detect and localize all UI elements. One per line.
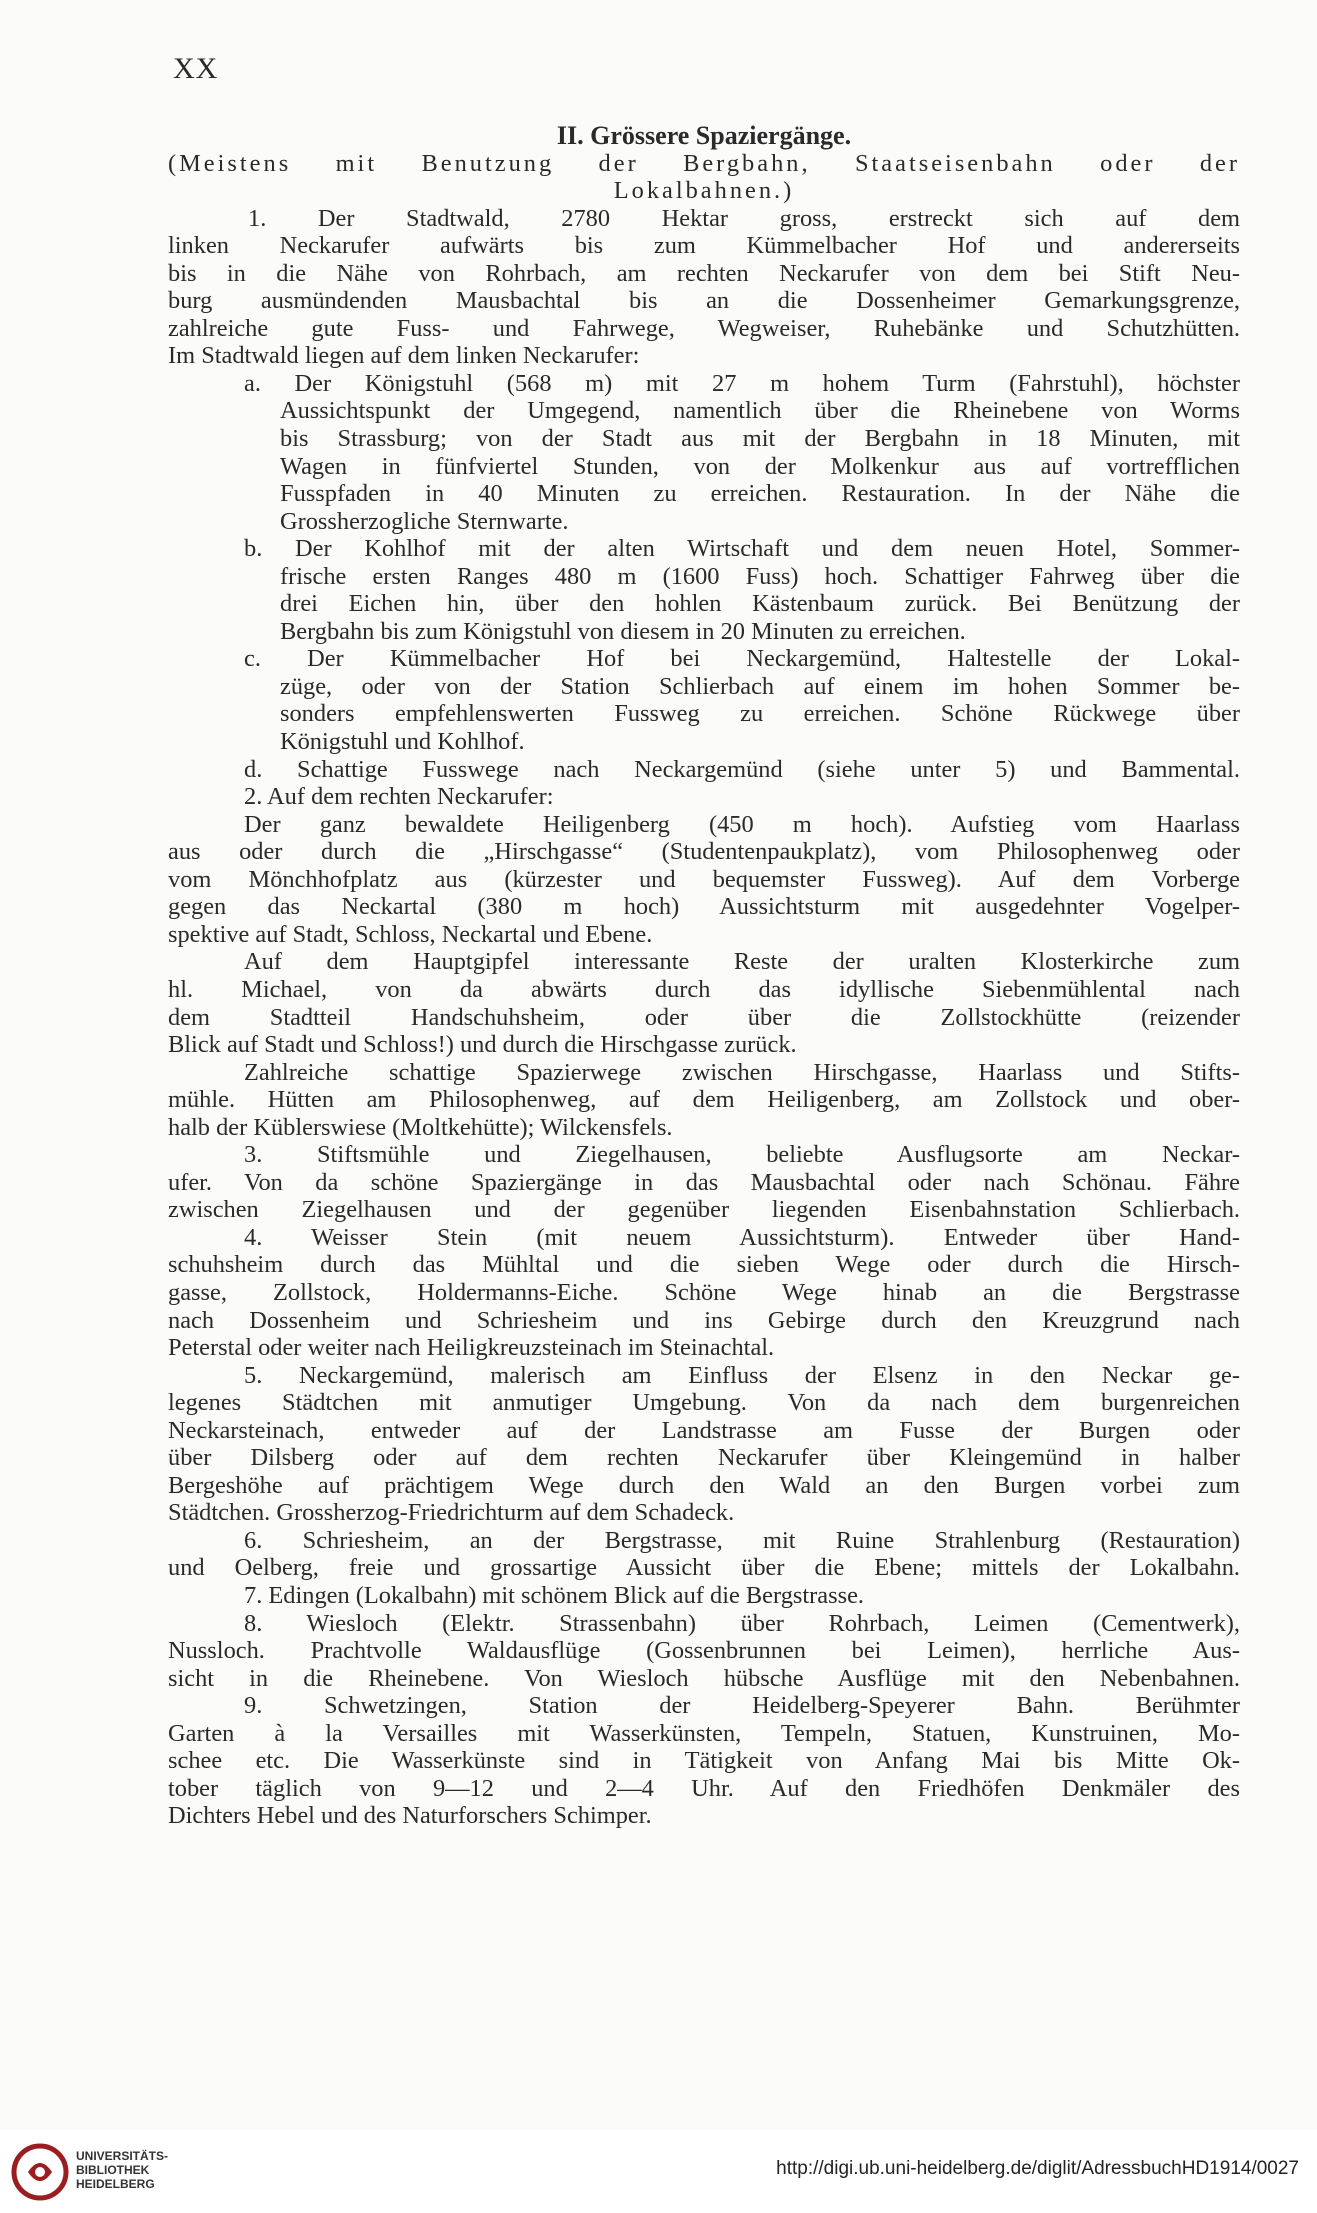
library-line-1: UNIVERSITÄTS- — [76, 2149, 169, 2163]
text-line: Nussloch. Prachtvolle Waldausflüge (Gossenbrunnen bei Leimen), herrliche Aus- — [168, 1637, 1240, 1665]
text-line: sicht in die Rheinebene. Von Wiesloch hübsche Ausflüge mit den Nebenbahnen. — [168, 1664, 1240, 1692]
text-line: Bergeshöhe auf prächtigem Wege durch den Wald an den Burgen vorbei zum — [168, 1471, 1240, 1499]
text-line: zahlreiche gute Fuss- und Fahrwege, Wegweiser, Ruhebänke und Schutzhütten. — [168, 314, 1240, 342]
source-url-link[interactable]: http://digi.ub.uni-heidelberg.de/diglit/AdressbuchHD1914/0027 — [776, 2158, 1299, 2179]
text-line: Peterstal oder weiter nach Heiligkreuzsteinach im Steinachtal. — [168, 1334, 775, 1362]
text-line: 2. Auf dem rechten Neckarufer: — [244, 783, 554, 811]
page-number: XX — [173, 52, 219, 85]
text-line: spektive auf Stadt, Schloss, Neckartal und Ebene. — [168, 920, 653, 948]
text-line: 8. Wiesloch (Elektr. Strassenbahn) über Rohrbach, Leimen (Cementwerk), — [244, 1609, 1240, 1637]
text-line: II. Grössere Spaziergänge. — [556, 121, 852, 150]
text-line: legenes Städtchen mit anmutiger Umgebung. Von da nach dem burgenreichen — [168, 1389, 1240, 1417]
text-line: vom Mönchhofplatz aus (kürzester und bequemster Fussweg). Auf dem Vorberge — [168, 865, 1240, 893]
text-line: 9. Schwetzingen, Station der Heidelberg-Speyerer Bahn. Berühmter — [244, 1692, 1240, 1720]
text-line: Dichters Hebel und des Naturforschers Schimper. — [168, 1802, 652, 1830]
text-line: Zahlreiche schattige Spazierwege zwischen Hirschgasse, Haarlass und Stifts- — [244, 1058, 1240, 1086]
text-line: züge, oder von der Station Schlierbach auf einem im hohen Sommer be- — [280, 672, 1240, 700]
text-line: Aussichtspunkt der Umgegend, namentlich über die Rheinebene von Worms — [280, 397, 1240, 425]
text-line: drei Eichen hin, über den hohlen Kästenbaum zurück. Bei Benützung der — [280, 590, 1240, 618]
text-line: Auf dem Hauptgipfel interessante Reste der uralten Klosterkirche zum — [244, 948, 1240, 976]
text-line: schuhsheim durch das Mühltal und die sieben Wege oder durch die Hirsch- — [168, 1251, 1240, 1279]
library-line-2: BIBLIOTHEK — [76, 2163, 150, 2177]
text-line: Garten à la Versailles mit Wasserkünsten, Tempeln, Statuen, Kunstruinen, Mo- — [168, 1719, 1240, 1747]
text-line: 5. Neckargemünd, malerisch am Einfluss der Elsenz in den Neckar ge- — [244, 1361, 1240, 1389]
text-line: nach Dossenheim und Schriesheim und ins Gebirge durch den Kreuzgrund nach — [168, 1306, 1240, 1334]
page-text — [168, 122, 1240, 1830]
text-line: frische ersten Ranges 480 m (1600 Fuss) hoch. Schattiger Fahrweg über die — [280, 562, 1240, 590]
text-line: mühle. Hütten am Philosophenweg, auf dem Heiligenberg, am Zollstock und ober- — [168, 1086, 1240, 1114]
text-line: gasse, Zollstock, Holdermanns-Eiche. Schöne Wege hinab an die Bergstrasse — [168, 1278, 1240, 1306]
text-line: aus oder durch die „Hirschgasse“ (Studentenpaukplatz), vom Philosophenweg oder — [168, 838, 1240, 866]
text-line: a. Der Königstuhl (568 m) mit 27 m hohem Turm (Fahrstuhl), höchster — [244, 369, 1240, 397]
text-line: Neckarsteinach, entweder auf der Landstrasse am Fusse der Burgen oder — [168, 1416, 1240, 1444]
text-line: gegen das Neckartal (380 m hoch) Aussichtsturm mit ausgedehnter Vogelper- — [168, 893, 1240, 921]
text-line: Fusspfaden in 40 Minuten zu erreichen. Restauration. In der Nähe die — [280, 480, 1240, 508]
text-line: ufer. Von da schöne Spaziergänge in das Mausbachtal oder nach Schönau. Fähre — [168, 1168, 1240, 1196]
text-line: 3. Stiftsmühle und Ziegelhausen, beliebte Ausflugsorte am Neckar- — [244, 1141, 1240, 1169]
text-line: dem Stadtteil Handschuhsheim, oder über die Zollstockhütte (reizender — [168, 1003, 1240, 1031]
text-line: über Dilsberg oder auf dem rechten Neckarufer über Kleingemünd in halber — [168, 1444, 1240, 1472]
library-line-3: HEIDELBERG — [76, 2177, 155, 2191]
library-logo-text — [76, 2149, 168, 2191]
text-line: halb der Küblerswiese (Moltkehütte); Wilckensfels. — [168, 1113, 673, 1141]
text-line: bis in die Nähe von Rohrbach, am rechten Neckarufer von dem bei Stift Neu- — [168, 259, 1240, 287]
text-line: und Oelberg, freie und grossartige Aussicht über die Ebene; mittels der Lokalbahn. — [168, 1554, 1240, 1582]
text-line: Lokalbahnen.) — [613, 177, 795, 205]
library-logo-icon[interactable] — [10, 2142, 70, 2202]
text-line: Im Stadtwald liegen auf dem linken Neckarufer: — [168, 342, 640, 370]
text-line: d. Schattige Fusswege nach Neckargemünd (siehe unter 5) und Bammental. — [244, 755, 1240, 783]
text-line: c. Der Kümmelbacher Hof bei Neckargemünd, Haltestelle der Lokal- — [244, 645, 1240, 673]
text-line: tober täglich von 9—12 und 2—4 Uhr. Auf den Friedhöfen Denkmäler des — [168, 1774, 1240, 1802]
text-line: sonders empfehlenswerten Fussweg zu erreichen. Schöne Rückwege über — [280, 700, 1240, 728]
text-line: 7. Edingen (Lokalbahn) mit schönem Blick auf die Bergstrasse. — [244, 1581, 865, 1609]
text-line: hl. Michael, von da abwärts durch das idyllische Siebenmühlental nach — [168, 975, 1240, 1003]
text-line: Bergbahn bis zum Königstuhl von diesem in 20 Minuten zu erreichen. — [280, 617, 966, 645]
text-line: Wagen in fünfviertel Stunden, von der Molkenkur aus auf vortrefflichen — [280, 452, 1240, 480]
text-line: schee etc. Die Wasserkünste sind in Tätigkeit von Anfang Mai bis Mitte Ok- — [168, 1747, 1240, 1775]
text-line: 4. Weisser Stein (mit neuem Aussichtsturm). Entweder über Hand- — [244, 1223, 1240, 1251]
text-line: 6. Schriesheim, an der Bergstrasse, mit Ruine Strahlenburg (Restauration) — [244, 1526, 1240, 1554]
text-line: 1. Der Stadtwald, 2780 Hektar gross, erstreckt sich auf dem — [248, 204, 1240, 232]
text-line: Städtchen. Grossherzog-Friedrichturm auf dem Schadeck. — [168, 1499, 735, 1527]
text-line: Grossherzogliche Sternwarte. — [280, 507, 569, 535]
text-line: (Meistens mit Benutzung der Bergbahn, Staatseisenbahn oder der — [168, 149, 1240, 177]
text-line: burg ausmündenden Mausbachtal bis an die Dossenheimer Gemarkungsgrenze, — [168, 287, 1240, 315]
text-line: linken Neckarufer aufwärts bis zum Kümmelbacher Hof und andererseits — [168, 232, 1240, 260]
text-line: zwischen Ziegelhausen und der gegenüber liegenden Eisenbahnstation Schlierbach. — [168, 1196, 1240, 1224]
text-line: b. Der Kohlhof mit der alten Wirtschaft und dem neuen Hotel, Sommer- — [244, 535, 1240, 563]
text-line: Königstuhl und Kohlhof. — [280, 728, 525, 756]
text-line: Der ganz bewaldete Heiligenberg (450 m hoch). Aufstieg vom Haarlass — [244, 810, 1240, 838]
text-line: bis Strassburg; von der Stadt aus mit der Bergbahn in 18 Minuten, mit — [280, 425, 1240, 453]
text-line: Blick auf Stadt und Schloss!) und durch die Hirschgasse zurück. — [168, 1031, 797, 1059]
